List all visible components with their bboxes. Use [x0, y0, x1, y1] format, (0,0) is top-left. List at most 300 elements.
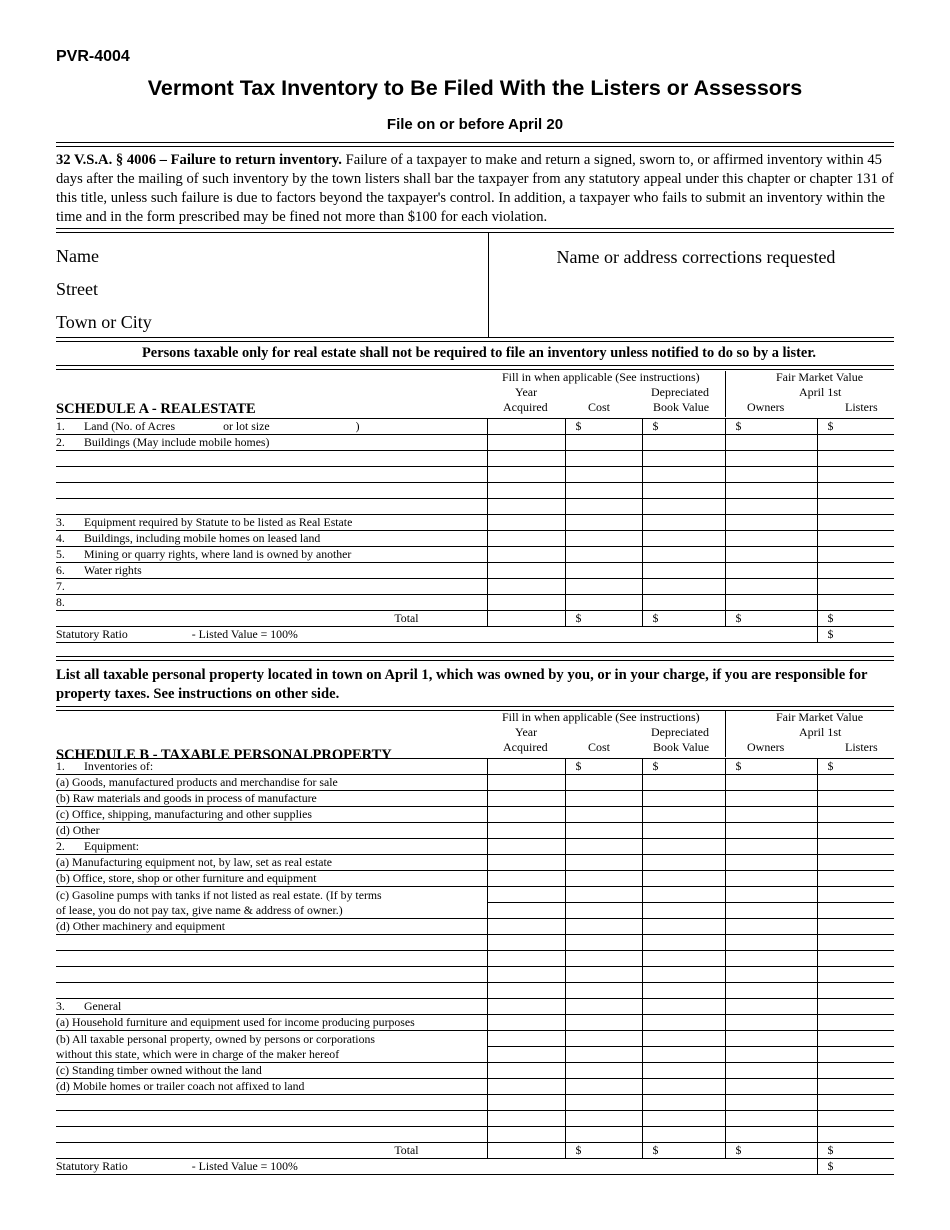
- form-code: PVR-4004: [56, 48, 130, 65]
- row-label: [56, 595, 487, 611]
- cell-total-cost[interactable]: $: [565, 1143, 642, 1159]
- row-label: [56, 1111, 487, 1127]
- col-owners: Owners: [747, 740, 785, 754]
- cell[interactable]: [817, 903, 894, 919]
- cell[interactable]: [642, 595, 725, 611]
- cell[interactable]: [817, 563, 894, 579]
- cell-total-year[interactable]: [487, 1143, 565, 1159]
- cell[interactable]: [817, 887, 894, 903]
- cell[interactable]: [642, 1063, 725, 1079]
- row-label: (d) Mobile homes or trailer coach not affixed to land: [56, 1079, 487, 1095]
- cell[interactable]: [642, 999, 725, 1015]
- cell[interactable]: [565, 823, 642, 839]
- cell[interactable]: [725, 1111, 817, 1127]
- cell[interactable]: [487, 839, 565, 855]
- cell[interactable]: [565, 499, 642, 515]
- cell[interactable]: [817, 823, 894, 839]
- table-row: [56, 1095, 894, 1111]
- divider: [56, 228, 894, 233]
- cell[interactable]: [642, 935, 725, 951]
- cell[interactable]: [565, 791, 642, 807]
- cell[interactable]: [642, 967, 725, 983]
- schedule-b-title: SCHEDULE B - TAXABLE PERSONALPROPERTY: [56, 747, 392, 763]
- cell[interactable]: [817, 839, 894, 855]
- cell[interactable]: [817, 499, 894, 515]
- table-row: [56, 531, 894, 547]
- divider: [56, 656, 894, 661]
- ratio-label: [56, 1159, 817, 1175]
- cell[interactable]: [565, 951, 642, 967]
- cell[interactable]: [725, 775, 817, 791]
- cell[interactable]: [817, 919, 894, 935]
- cell[interactable]: [725, 871, 817, 887]
- table-row: [56, 951, 894, 967]
- row-number: 1.: [56, 759, 65, 773]
- table-row: [56, 775, 894, 791]
- address-divider: [488, 233, 489, 337]
- cell[interactable]: [725, 967, 817, 983]
- cell[interactable]: [725, 791, 817, 807]
- table-row: [56, 1079, 894, 1095]
- cell[interactable]: [642, 499, 725, 515]
- table-row: [56, 999, 894, 1015]
- col-april: April 1st: [799, 385, 842, 399]
- row-number: 4.: [56, 531, 65, 545]
- cell[interactable]: [642, 1015, 725, 1031]
- cell[interactable]: [642, 1127, 725, 1143]
- cell-listed-value[interactable]: $: [817, 1159, 894, 1175]
- cell[interactable]: [817, 935, 894, 951]
- cell-total-year[interactable]: [487, 611, 565, 627]
- cell[interactable]: [642, 1111, 725, 1127]
- col-depreciated: Depreciated: [651, 385, 709, 399]
- table-row: [56, 1031, 894, 1047]
- cell[interactable]: [817, 807, 894, 823]
- cell[interactable]: [487, 451, 565, 467]
- cell[interactable]: [565, 467, 642, 483]
- total-label: Total: [56, 611, 487, 627]
- cell[interactable]: [817, 595, 894, 611]
- cell[interactable]: [487, 919, 565, 935]
- cell[interactable]: [487, 579, 565, 595]
- table-row: [56, 1063, 894, 1079]
- cell[interactable]: [565, 935, 642, 951]
- cell[interactable]: [817, 1127, 894, 1143]
- col-book-value: Book Value: [653, 740, 710, 754]
- col-book-value: Book Value: [653, 400, 710, 414]
- row-label: [56, 999, 487, 1015]
- table-row: [56, 839, 894, 855]
- cell[interactable]: [642, 951, 725, 967]
- cell[interactable]: [725, 1047, 817, 1063]
- cell[interactable]: [642, 823, 725, 839]
- cell[interactable]: [725, 467, 817, 483]
- col-cost: Cost: [588, 400, 611, 414]
- cell[interactable]: [487, 499, 565, 515]
- cell[interactable]: [642, 483, 725, 499]
- statute-text: Failure of a taxpayer to make and return a signed, sworn to, or affirmed inventory within 45 days after the mailing of such inventory by the town listers shall bar the taxpayer from any statutory appeal under this chapter or chapter 131 of this title, unless such failure is due to factors beyond the taxpayer's control. In addition, a taxpayer who fails to submit an inventory within the time and in the form prescribed may be fined not more than $100 for each violation.: [56, 152, 894, 225]
- row-number: 5.: [56, 547, 65, 561]
- cell[interactable]: [725, 1063, 817, 1079]
- cell[interactable]: [565, 1111, 642, 1127]
- cell[interactable]: [642, 807, 725, 823]
- cell[interactable]: [642, 791, 725, 807]
- col-acquired: Acquired: [503, 400, 548, 414]
- cell-cost[interactable]: $: [565, 759, 642, 775]
- cell[interactable]: [565, 919, 642, 935]
- cell[interactable]: [487, 483, 565, 499]
- cell[interactable]: [642, 887, 725, 903]
- row-text: Buildings, including mobile homes on leased land: [84, 531, 321, 545]
- col-listers: Listers: [845, 740, 878, 754]
- cell[interactable]: [642, 467, 725, 483]
- cell[interactable]: [487, 563, 565, 579]
- cell[interactable]: [725, 983, 817, 999]
- cell-total-cost[interactable]: $: [565, 611, 642, 627]
- cell[interactable]: [725, 563, 817, 579]
- row-label: [56, 467, 487, 483]
- cell[interactable]: [565, 1063, 642, 1079]
- row-text: Equipment required by Statute to be listed as Real Estate: [84, 515, 353, 529]
- cell[interactable]: [817, 1079, 894, 1095]
- cell[interactable]: [817, 983, 894, 999]
- row-text: Mining or quarry rights, where land is owned by another: [84, 547, 352, 561]
- col-year: Year: [515, 385, 538, 399]
- row-label: (a) Manufacturing equipment not, by law, set as real estate: [56, 855, 487, 871]
- cell[interactable]: [565, 435, 642, 451]
- col-fair-market-value: Fair Market Value: [776, 710, 864, 724]
- cell[interactable]: [487, 935, 565, 951]
- row-label: [56, 579, 487, 595]
- cell-year-acquired[interactable]: [487, 419, 565, 435]
- cell[interactable]: [487, 435, 565, 451]
- cell-total-book-value[interactable]: $: [642, 1143, 725, 1159]
- cell[interactable]: [487, 1031, 565, 1047]
- cell[interactable]: [565, 1047, 642, 1063]
- cell[interactable]: [487, 823, 565, 839]
- cell-cost[interactable]: $: [565, 419, 642, 435]
- cell[interactable]: [817, 1015, 894, 1031]
- row-label: of lease, you do not pay tax, give name & address of owner.): [56, 903, 487, 919]
- col-depreciated: Depreciated: [651, 725, 709, 739]
- cell[interactable]: [642, 855, 725, 871]
- table-row: [56, 983, 894, 999]
- cell[interactable]: [487, 791, 565, 807]
- cell[interactable]: [487, 871, 565, 887]
- cell[interactable]: [817, 855, 894, 871]
- row-number: 8.: [56, 595, 65, 609]
- cell[interactable]: [565, 483, 642, 499]
- address-corrections-label[interactable]: Name or address corrections requested: [556, 247, 836, 267]
- ratio-row: [56, 1159, 894, 1175]
- cell[interactable]: [565, 579, 642, 595]
- cell[interactable]: [565, 1095, 642, 1111]
- cell[interactable]: [725, 839, 817, 855]
- cell[interactable]: [725, 1079, 817, 1095]
- cell[interactable]: [642, 1047, 725, 1063]
- cell[interactable]: [565, 999, 642, 1015]
- table-row: [56, 499, 894, 515]
- cell[interactable]: [565, 595, 642, 611]
- cell[interactable]: [487, 1127, 565, 1143]
- col-fair-market-value: Fair Market Value: [776, 370, 864, 384]
- cell[interactable]: [725, 451, 817, 467]
- cell[interactable]: [817, 1111, 894, 1127]
- statutory-ratio-label: Statutory Ratio: [56, 1159, 128, 1173]
- col-acquired: Acquired: [503, 740, 548, 754]
- row-label: [56, 531, 487, 547]
- schedule-b-table: [56, 758, 894, 1175]
- table-row: [56, 759, 894, 775]
- cell[interactable]: [565, 451, 642, 467]
- table-row: [56, 919, 894, 935]
- cell[interactable]: [487, 515, 565, 531]
- cell[interactable]: [565, 807, 642, 823]
- cell-total-listers[interactable]: $: [817, 1143, 894, 1159]
- table-row: [56, 903, 894, 919]
- cell[interactable]: [565, 855, 642, 871]
- cell[interactable]: [725, 807, 817, 823]
- cell[interactable]: [642, 871, 725, 887]
- table-row: [56, 419, 894, 435]
- row-label: (b) All taxable personal property, owned by persons or corporations: [56, 1031, 375, 1046]
- cell[interactable]: [565, 1015, 642, 1031]
- name-field-label[interactable]: Name: [56, 246, 99, 266]
- table-row: [56, 483, 894, 499]
- cell[interactable]: [725, 531, 817, 547]
- cell[interactable]: [817, 1031, 894, 1047]
- row-number: 7.: [56, 579, 65, 593]
- cell-owners[interactable]: $: [725, 419, 817, 435]
- col-listers: Listers: [845, 400, 878, 414]
- row-label: [56, 839, 487, 855]
- cell-listers[interactable]: $: [817, 419, 894, 435]
- cell[interactable]: [487, 983, 565, 999]
- cell[interactable]: [817, 951, 894, 967]
- col-cost: Cost: [588, 740, 611, 754]
- cell[interactable]: [565, 967, 642, 983]
- cell[interactable]: [817, 999, 894, 1015]
- table-row: [56, 515, 894, 531]
- page-title: Vermont Tax Inventory to Be Filed With the Listers or Assessors: [147, 76, 803, 100]
- cell[interactable]: [642, 903, 725, 919]
- ratio-formula: - Listed Value = 100%: [191, 627, 298, 641]
- row-number: 6.: [56, 563, 65, 577]
- cell[interactable]: [642, 919, 725, 935]
- col-owners: Owners: [747, 400, 785, 414]
- cell[interactable]: [487, 999, 565, 1015]
- cell[interactable]: [487, 1047, 565, 1063]
- cell[interactable]: [817, 1063, 894, 1079]
- cell[interactable]: [565, 1079, 642, 1095]
- row-label: [56, 759, 487, 775]
- cell[interactable]: [725, 1127, 817, 1143]
- cell[interactable]: [487, 967, 565, 983]
- row-label: [56, 435, 487, 451]
- cell[interactable]: [565, 547, 642, 563]
- cell[interactable]: [565, 775, 642, 791]
- cell[interactable]: [725, 1095, 817, 1111]
- cell[interactable]: [817, 775, 894, 791]
- row-text: Equipment:: [84, 839, 140, 853]
- table-row: [56, 563, 894, 579]
- row-label: (d) Other machinery and equipment: [56, 919, 487, 935]
- cell[interactable]: [565, 887, 642, 903]
- row-label: [56, 951, 487, 967]
- land-label: Land (No. of Acres: [84, 419, 176, 433]
- cell[interactable]: [725, 1031, 817, 1047]
- row-label: (d) Other: [56, 823, 487, 839]
- row-text: Inventories of:: [84, 759, 154, 773]
- cell[interactable]: [817, 451, 894, 467]
- cell[interactable]: [642, 531, 725, 547]
- cell[interactable]: [565, 903, 642, 919]
- row-label: [56, 547, 487, 563]
- cell[interactable]: [817, 871, 894, 887]
- table-row: [56, 435, 894, 451]
- cell[interactable]: [725, 919, 817, 935]
- row-label: [56, 515, 487, 531]
- cell[interactable]: [487, 951, 565, 967]
- cell[interactable]: [487, 807, 565, 823]
- total-label: Total: [56, 1143, 487, 1159]
- total-row: [56, 1143, 894, 1159]
- schedule-a-table: [56, 418, 894, 643]
- cell[interactable]: [642, 451, 725, 467]
- cell[interactable]: [817, 967, 894, 983]
- cell[interactable]: [725, 887, 817, 903]
- cell[interactable]: [725, 1015, 817, 1031]
- cell-owners[interactable]: $: [725, 759, 817, 775]
- cell[interactable]: [817, 515, 894, 531]
- cell[interactable]: [565, 531, 642, 547]
- row-label: [56, 1127, 487, 1143]
- cell[interactable]: [725, 999, 817, 1015]
- cell-listed-value[interactable]: $: [817, 627, 894, 643]
- fill-in-note: Fill in when applicable (See instructions): [502, 710, 700, 724]
- page-subtitle: File on or before April 20: [386, 116, 564, 133]
- cell[interactable]: [487, 547, 565, 563]
- cell[interactable]: [817, 791, 894, 807]
- cell-year-acquired[interactable]: [487, 759, 565, 775]
- cell[interactable]: [565, 1127, 642, 1143]
- cell[interactable]: [642, 983, 725, 999]
- row-label: [56, 983, 487, 999]
- land-row-label: [56, 419, 487, 435]
- row-label: [56, 563, 487, 579]
- cell[interactable]: [642, 839, 725, 855]
- cell[interactable]: [642, 1031, 725, 1047]
- table-row: [56, 823, 894, 839]
- table-row: [56, 807, 894, 823]
- cell[interactable]: [565, 1031, 642, 1047]
- cell-book-value[interactable]: $: [642, 419, 725, 435]
- table-row: [56, 579, 894, 595]
- cell[interactable]: [817, 435, 894, 451]
- cell[interactable]: [817, 1095, 894, 1111]
- ratio-label: [56, 627, 817, 643]
- row-label: [56, 1095, 487, 1111]
- cell[interactable]: [487, 1063, 565, 1079]
- table-row: [56, 1111, 894, 1127]
- cell-listers[interactable]: $: [817, 759, 894, 775]
- divider: [56, 706, 894, 711]
- cell[interactable]: [725, 579, 817, 595]
- cell[interactable]: [725, 903, 817, 919]
- cell[interactable]: [487, 1111, 565, 1127]
- cell[interactable]: [642, 579, 725, 595]
- cell-total-owners[interactable]: $: [725, 1143, 817, 1159]
- cell[interactable]: [565, 983, 642, 999]
- cell[interactable]: [642, 563, 725, 579]
- cell[interactable]: [725, 499, 817, 515]
- cell[interactable]: [817, 467, 894, 483]
- cell[interactable]: [487, 1095, 565, 1111]
- cell[interactable]: [725, 823, 817, 839]
- cell[interactable]: [642, 1095, 725, 1111]
- cell[interactable]: [565, 515, 642, 531]
- row-label: (c) Standing timber owned without the land: [56, 1063, 487, 1079]
- row-label: [56, 483, 487, 499]
- cell[interactable]: [642, 775, 725, 791]
- cell[interactable]: [725, 515, 817, 531]
- table-row: [56, 1047, 894, 1063]
- row-number: 3.: [56, 999, 65, 1013]
- cell[interactable]: [817, 531, 894, 547]
- cell-book-value[interactable]: $: [642, 759, 725, 775]
- cell[interactable]: [642, 435, 725, 451]
- cell[interactable]: [725, 483, 817, 499]
- cell[interactable]: [565, 839, 642, 855]
- cell-total-owners[interactable]: $: [725, 611, 817, 627]
- cell[interactable]: [725, 435, 817, 451]
- cell[interactable]: [725, 935, 817, 951]
- cell[interactable]: [487, 531, 565, 547]
- cell[interactable]: [487, 775, 565, 791]
- cell[interactable]: [725, 595, 817, 611]
- column-divider: [725, 371, 726, 417]
- cell[interactable]: [817, 483, 894, 499]
- cell[interactable]: [725, 547, 817, 563]
- cell[interactable]: [725, 951, 817, 967]
- cell[interactable]: [817, 547, 894, 563]
- town-field-label[interactable]: Town or City: [56, 312, 152, 332]
- table-row: [56, 887, 894, 903]
- cell[interactable]: [487, 595, 565, 611]
- divider: [56, 365, 894, 370]
- cell[interactable]: [487, 903, 565, 919]
- cell[interactable]: [487, 467, 565, 483]
- street-field-label[interactable]: Street: [56, 279, 98, 299]
- cell[interactable]: [642, 1079, 725, 1095]
- cell-total-book-value[interactable]: $: [642, 611, 725, 627]
- cell[interactable]: [487, 855, 565, 871]
- divider: [56, 337, 894, 342]
- cell[interactable]: [642, 515, 725, 531]
- cell[interactable]: [725, 855, 817, 871]
- cell[interactable]: [565, 563, 642, 579]
- cell[interactable]: [487, 887, 565, 903]
- cell[interactable]: [642, 547, 725, 563]
- cell[interactable]: [487, 1015, 565, 1031]
- row-label: (a) Household furniture and equipment used for income producing purposes: [56, 1015, 487, 1031]
- cell[interactable]: [565, 871, 642, 887]
- cell[interactable]: [487, 1079, 565, 1095]
- cell-total-listers[interactable]: $: [817, 611, 894, 627]
- cell[interactable]: [817, 1047, 894, 1063]
- table-row: [56, 1015, 894, 1031]
- cell[interactable]: [817, 579, 894, 595]
